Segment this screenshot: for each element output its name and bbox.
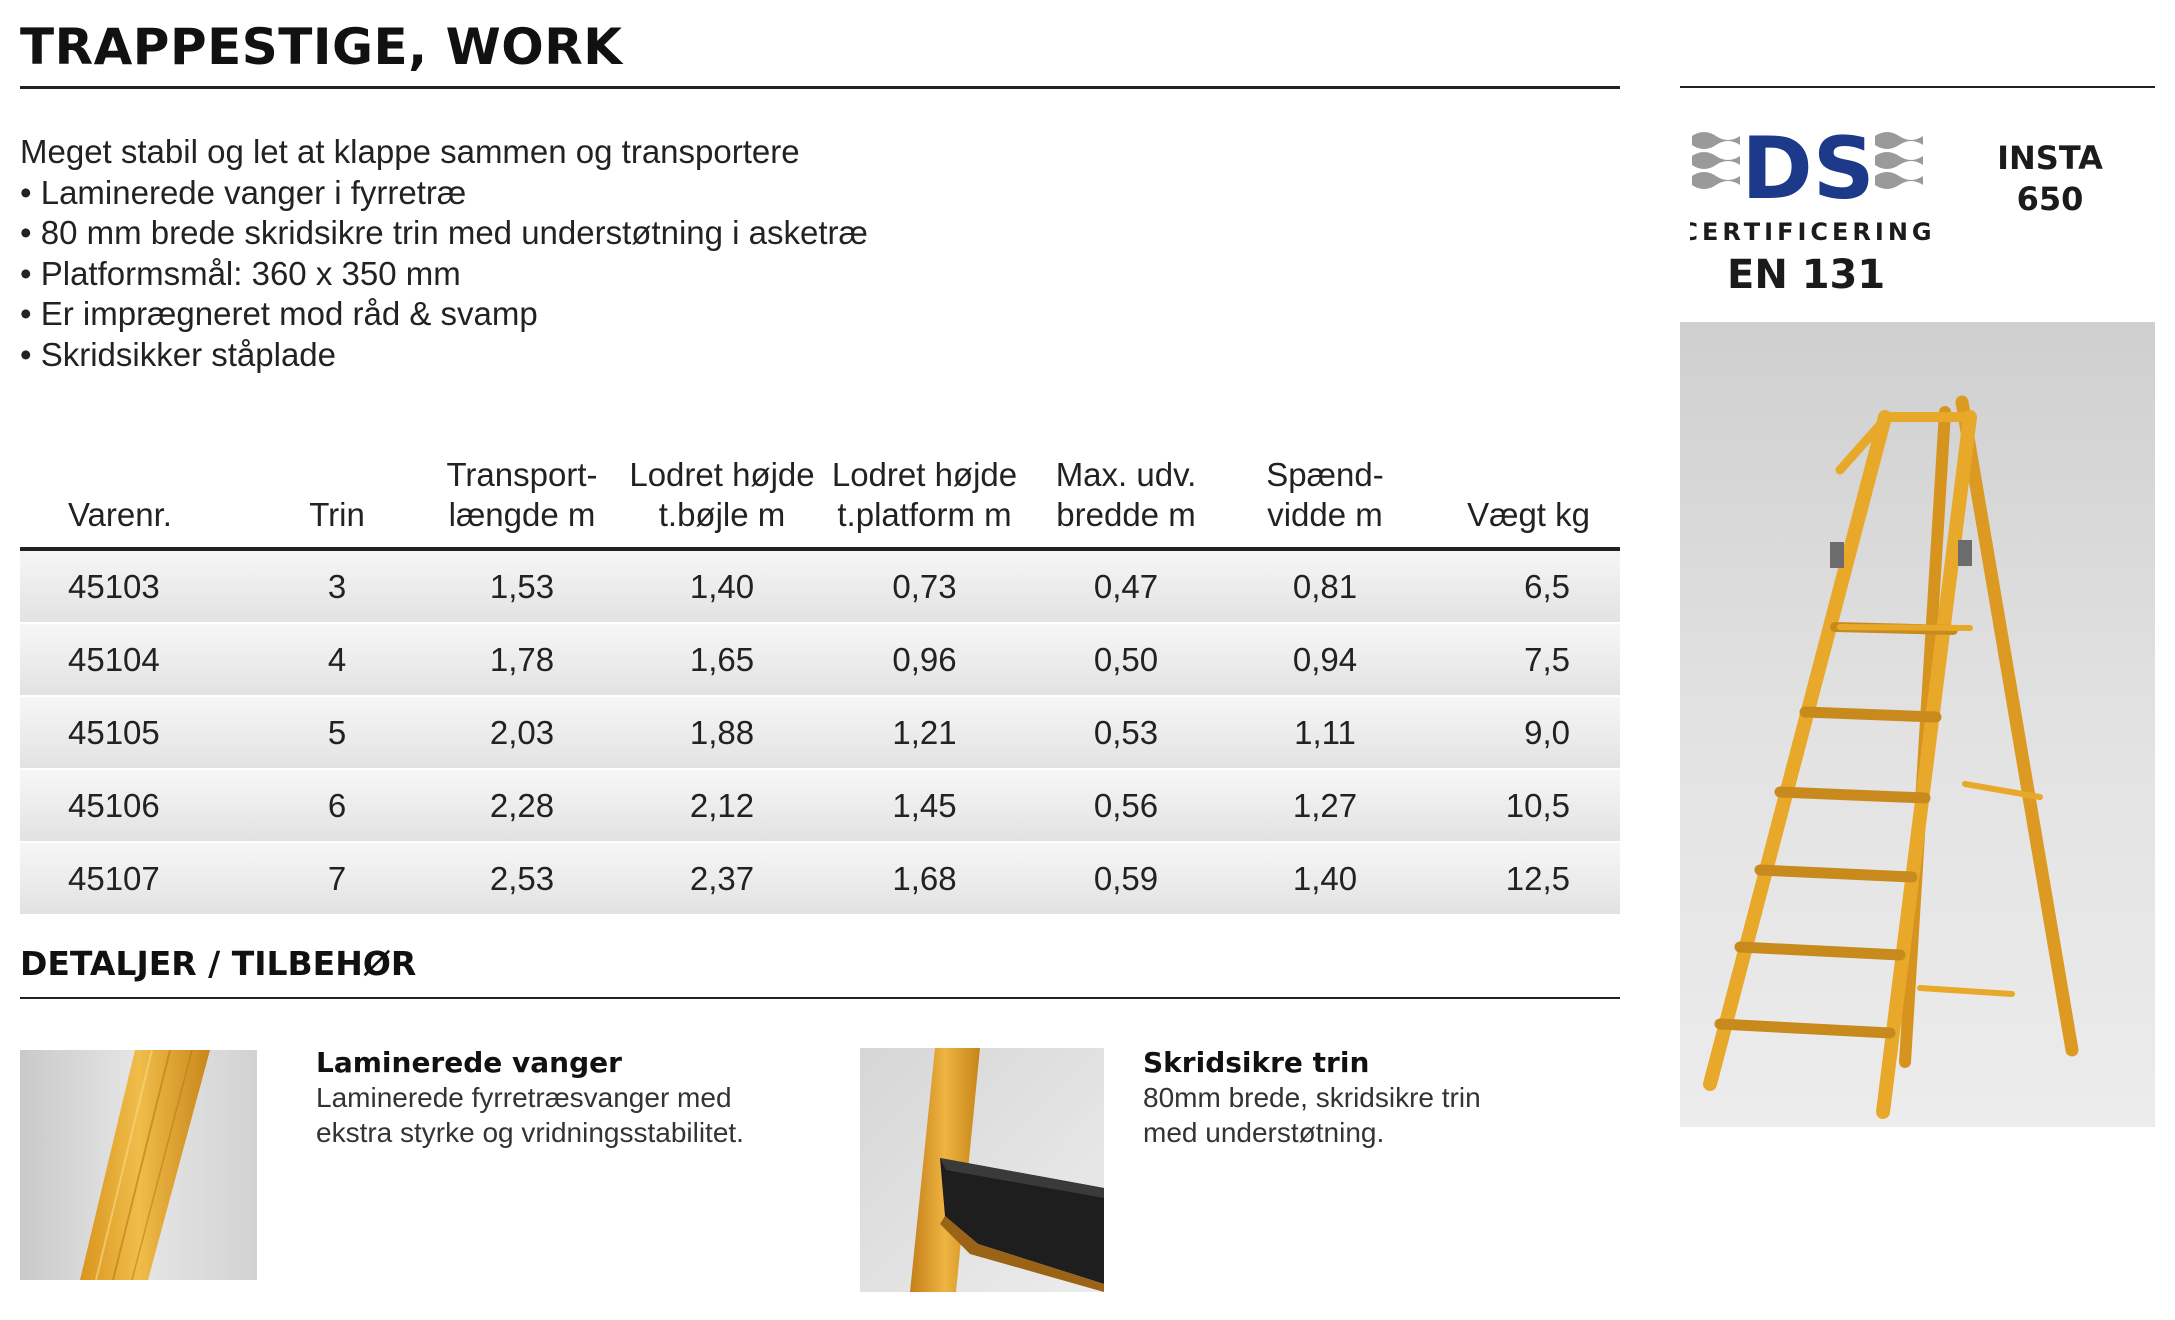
- sidebar-rule: [1680, 86, 2155, 88]
- table-cell: 1,78: [422, 623, 622, 696]
- table-cell: 2,12: [622, 769, 822, 842]
- details-rule: [20, 997, 1620, 999]
- table-cell: 2,03: [422, 696, 622, 769]
- ds-logo-letters: DS: [1741, 128, 1875, 219]
- table-cell: 0,53: [1027, 696, 1225, 769]
- table-cell: 1,11: [1225, 696, 1425, 769]
- column-header: Lodret højde t.bøjle m: [622, 455, 822, 549]
- table-cell: 12,5: [1425, 842, 1620, 914]
- table-cell: 0,47: [1093, 567, 1159, 605]
- detail-title: Skridsikre trin: [1143, 1046, 1370, 1079]
- detail-title: Laminerede vanger: [316, 1046, 622, 1079]
- table-cell: 3: [327, 567, 347, 605]
- column-header: Max. udv. bredde m: [1027, 455, 1225, 549]
- table-cell: 1,27: [1225, 769, 1425, 842]
- table-cell: 0,50: [1027, 623, 1225, 696]
- detail-description: [316, 1080, 744, 1150]
- product-description: [20, 132, 868, 375]
- table-row: [20, 549, 1620, 623]
- table-cell: 1,40: [689, 567, 755, 605]
- table-row: [20, 769, 1620, 842]
- hinge-icon: [1830, 542, 1844, 568]
- column-header: Trin: [252, 455, 422, 549]
- detail-description: [1143, 1080, 1481, 1150]
- ds-logo-caption: CERTIFICERING: [1690, 218, 1930, 246]
- table-row: [20, 842, 1620, 914]
- table-cell: 0,96: [822, 623, 1027, 696]
- table-cell: 10,5: [1425, 769, 1620, 842]
- table-cell: 0,94: [1225, 623, 1425, 696]
- table-row: [20, 623, 1620, 696]
- table-cell: 1,40: [1225, 842, 1425, 914]
- feature-bullet: • Platformsmål: 360 x 350 mm: [20, 254, 461, 292]
- insta-line: 650: [2016, 180, 2084, 218]
- table-cell: 0,81: [1292, 567, 1358, 605]
- table-row: [20, 696, 1620, 769]
- table-cell: 7: [252, 842, 422, 914]
- table-cell: 1,68: [822, 842, 1027, 914]
- detail-line: med understøtning.: [1143, 1117, 1385, 1148]
- table-cell: 45106: [20, 769, 252, 842]
- column-header: Varenr.: [20, 455, 252, 549]
- details-heading: DETALJER / TILBEHØR: [20, 944, 417, 983]
- laminated-rail-photo: [20, 1050, 257, 1280]
- table-cell: 1,88: [622, 696, 822, 769]
- feature-bullet: • 80 mm brede skridsikre trin med understøtning i asketræ: [20, 214, 868, 251]
- table-header-row: [20, 455, 1620, 549]
- table-cell: 6,5: [1524, 567, 1570, 605]
- table-cell: 45104: [20, 623, 252, 696]
- table-cell: 1,65: [622, 623, 822, 696]
- table-cell: 1,45: [822, 769, 1027, 842]
- feature-bullet: • Laminerede vanger i fyrretræ: [20, 173, 467, 211]
- table-cell: 9,0: [1425, 696, 1620, 769]
- table-cell: 2,53: [422, 842, 622, 914]
- column-header: Spænd- vidde m: [1225, 455, 1425, 549]
- detail-line: ekstra styrke og vridningsstabilitet.: [316, 1117, 744, 1148]
- table-cell: 0,56: [1027, 769, 1225, 842]
- table-cell: 0,73: [892, 567, 957, 605]
- insta-label: [1990, 138, 2110, 220]
- page-title: TRAPPESTIGE, WORK: [20, 18, 623, 76]
- column-header: Transport- længde m: [422, 455, 622, 549]
- column-header: Lodret højde t.platform m: [822, 455, 1027, 549]
- standard-label: EN 131: [1727, 252, 1886, 298]
- ladder-photo: [1680, 322, 2155, 1127]
- table-cell: 45105: [20, 696, 252, 769]
- table-cell: 1,53: [489, 567, 555, 605]
- non-slip-step-photo: [860, 1048, 1104, 1292]
- spec-table: [20, 455, 1620, 914]
- table-cell: 7,5: [1425, 623, 1620, 696]
- table-cell: 0,59: [1027, 842, 1225, 914]
- table-cell: 45103: [68, 567, 160, 605]
- detail-line: 80mm brede, skridsikre trin: [1143, 1082, 1481, 1113]
- ds-certification-logo: [1690, 128, 1930, 248]
- title-rule: [20, 86, 1620, 89]
- table-cell: 2,28: [422, 769, 622, 842]
- table-cell: 1,21: [822, 696, 1027, 769]
- feature-bullet: • Er imprægneret mod råd & svamp: [20, 295, 538, 332]
- table-cell: 6: [252, 769, 422, 842]
- table-cell: 5: [252, 696, 422, 769]
- feature-bullet: • Skridsikker ståplade: [20, 335, 337, 373]
- hinge-icon: [1958, 540, 1972, 566]
- description-lead: Meget stabil og let at klappe sammen og transportere: [20, 133, 800, 170]
- table-cell: 45107: [20, 842, 252, 914]
- table-cell: 4: [252, 623, 422, 696]
- detail-line: Laminerede fyrretræsvanger med: [316, 1082, 732, 1113]
- table-cell: 2,37: [622, 842, 822, 914]
- column-header: Vægt kg: [1425, 455, 1620, 549]
- insta-line: INSTA: [1997, 139, 2103, 177]
